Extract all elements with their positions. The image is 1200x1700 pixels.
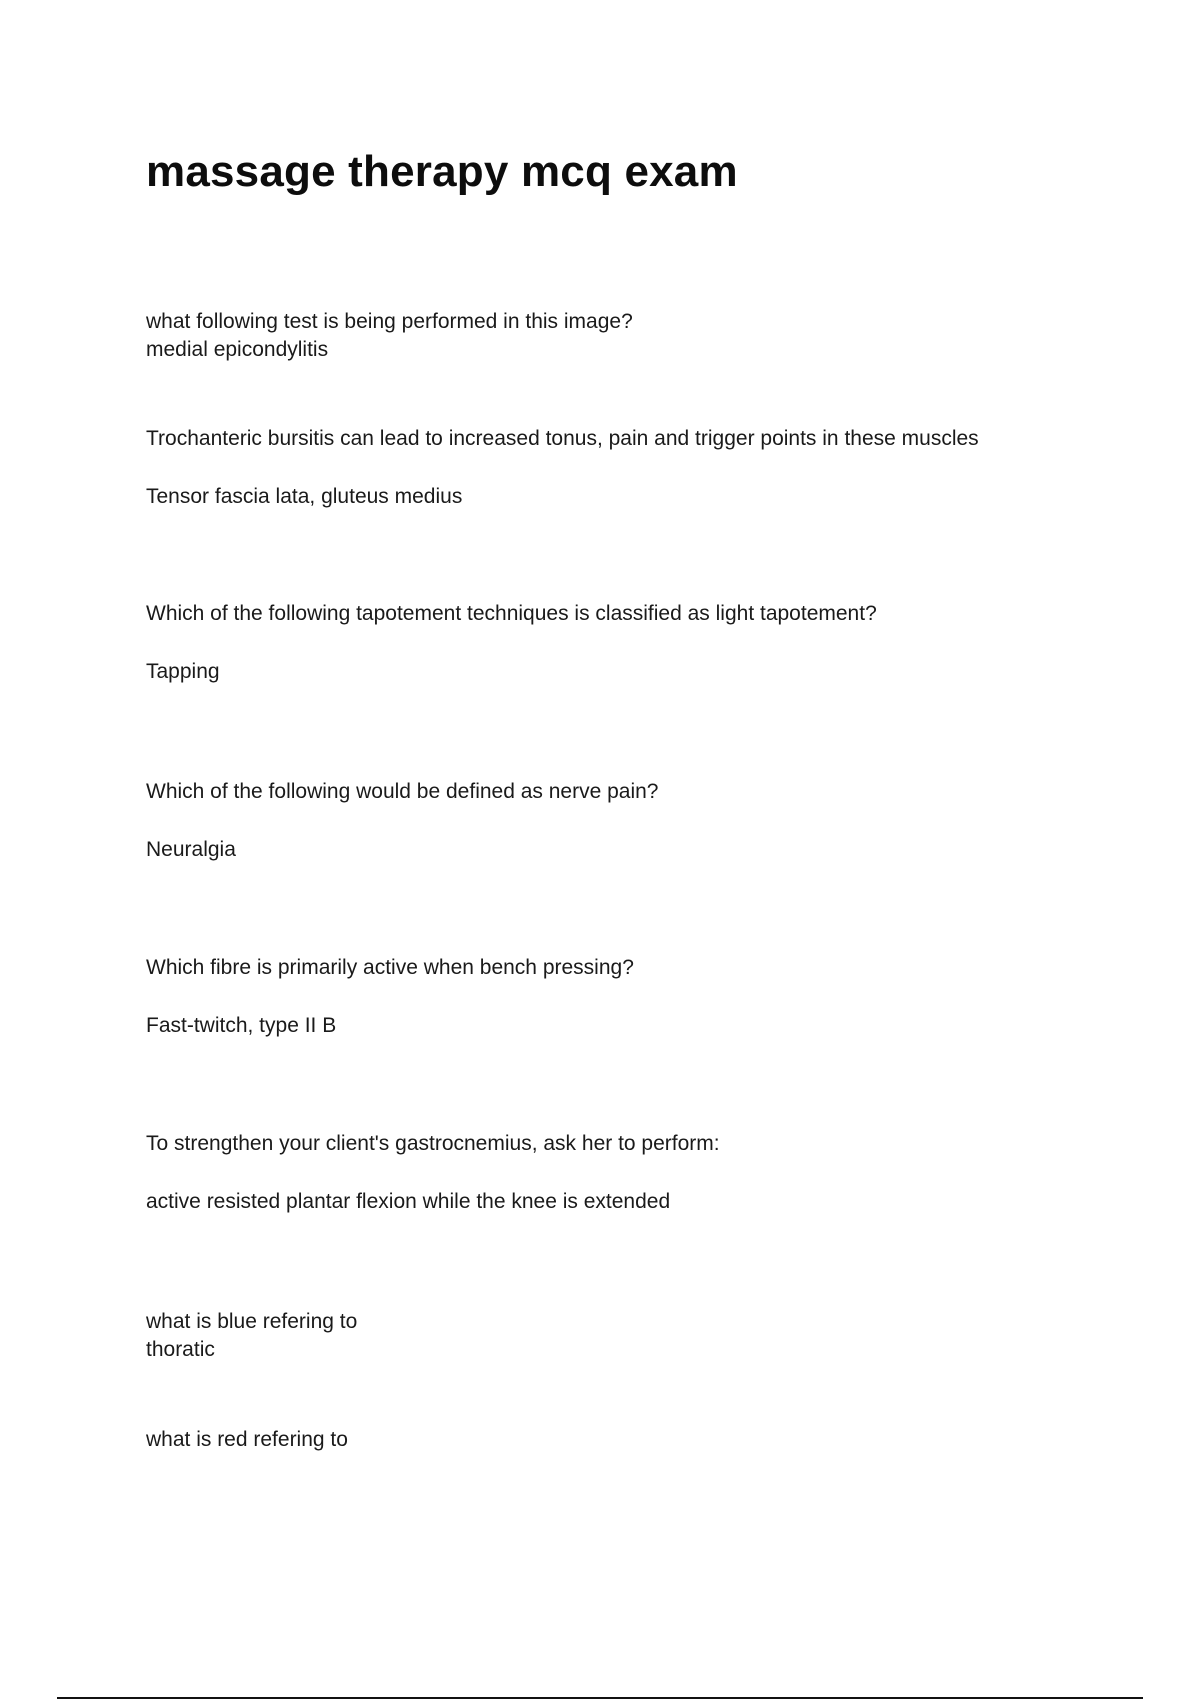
qa-item [146, 1426, 1106, 1454]
question-text: Which of the following tapotement techniques is classified as light tapotement? [146, 602, 877, 625]
question-text: what is red refering to [146, 1428, 348, 1451]
answer-text: Fast-twitch, type II B [146, 1014, 337, 1037]
qa-item [146, 954, 1106, 1040]
question-text: Which of the following would be defined as nerve pain? [146, 780, 659, 803]
answer-text: Tapping [146, 660, 220, 683]
question-text: what is blue refering to [146, 1310, 358, 1333]
qa-item [146, 425, 1106, 511]
answer-text: thoratic [146, 1338, 215, 1361]
qa-item [146, 1308, 1106, 1364]
answer-text: medial epicondylitis [146, 338, 329, 361]
answer-text: Neuralgia [146, 838, 236, 861]
footer-divider [57, 1697, 1143, 1699]
qa-item [146, 600, 1106, 686]
answer-text: active resisted plantar flexion while the knee is extended [146, 1190, 671, 1213]
question-text: what following test is being performed in this image? [146, 310, 633, 333]
question-text: Trochanteric bursitis can lead to increased tonus, pain and trigger points in these muscles [146, 427, 979, 450]
answer-text: Tensor fascia lata, gluteus medius [146, 485, 463, 508]
qa-item [146, 1130, 1106, 1216]
qa-item [146, 308, 1106, 364]
page-title: massage therapy mcq exam [146, 147, 738, 196]
question-text: To strengthen your client's gastrocnemius, ask her to perform: [146, 1132, 720, 1155]
question-text: Which fibre is primarily active when bench pressing? [146, 956, 634, 979]
qa-item [146, 778, 1106, 864]
